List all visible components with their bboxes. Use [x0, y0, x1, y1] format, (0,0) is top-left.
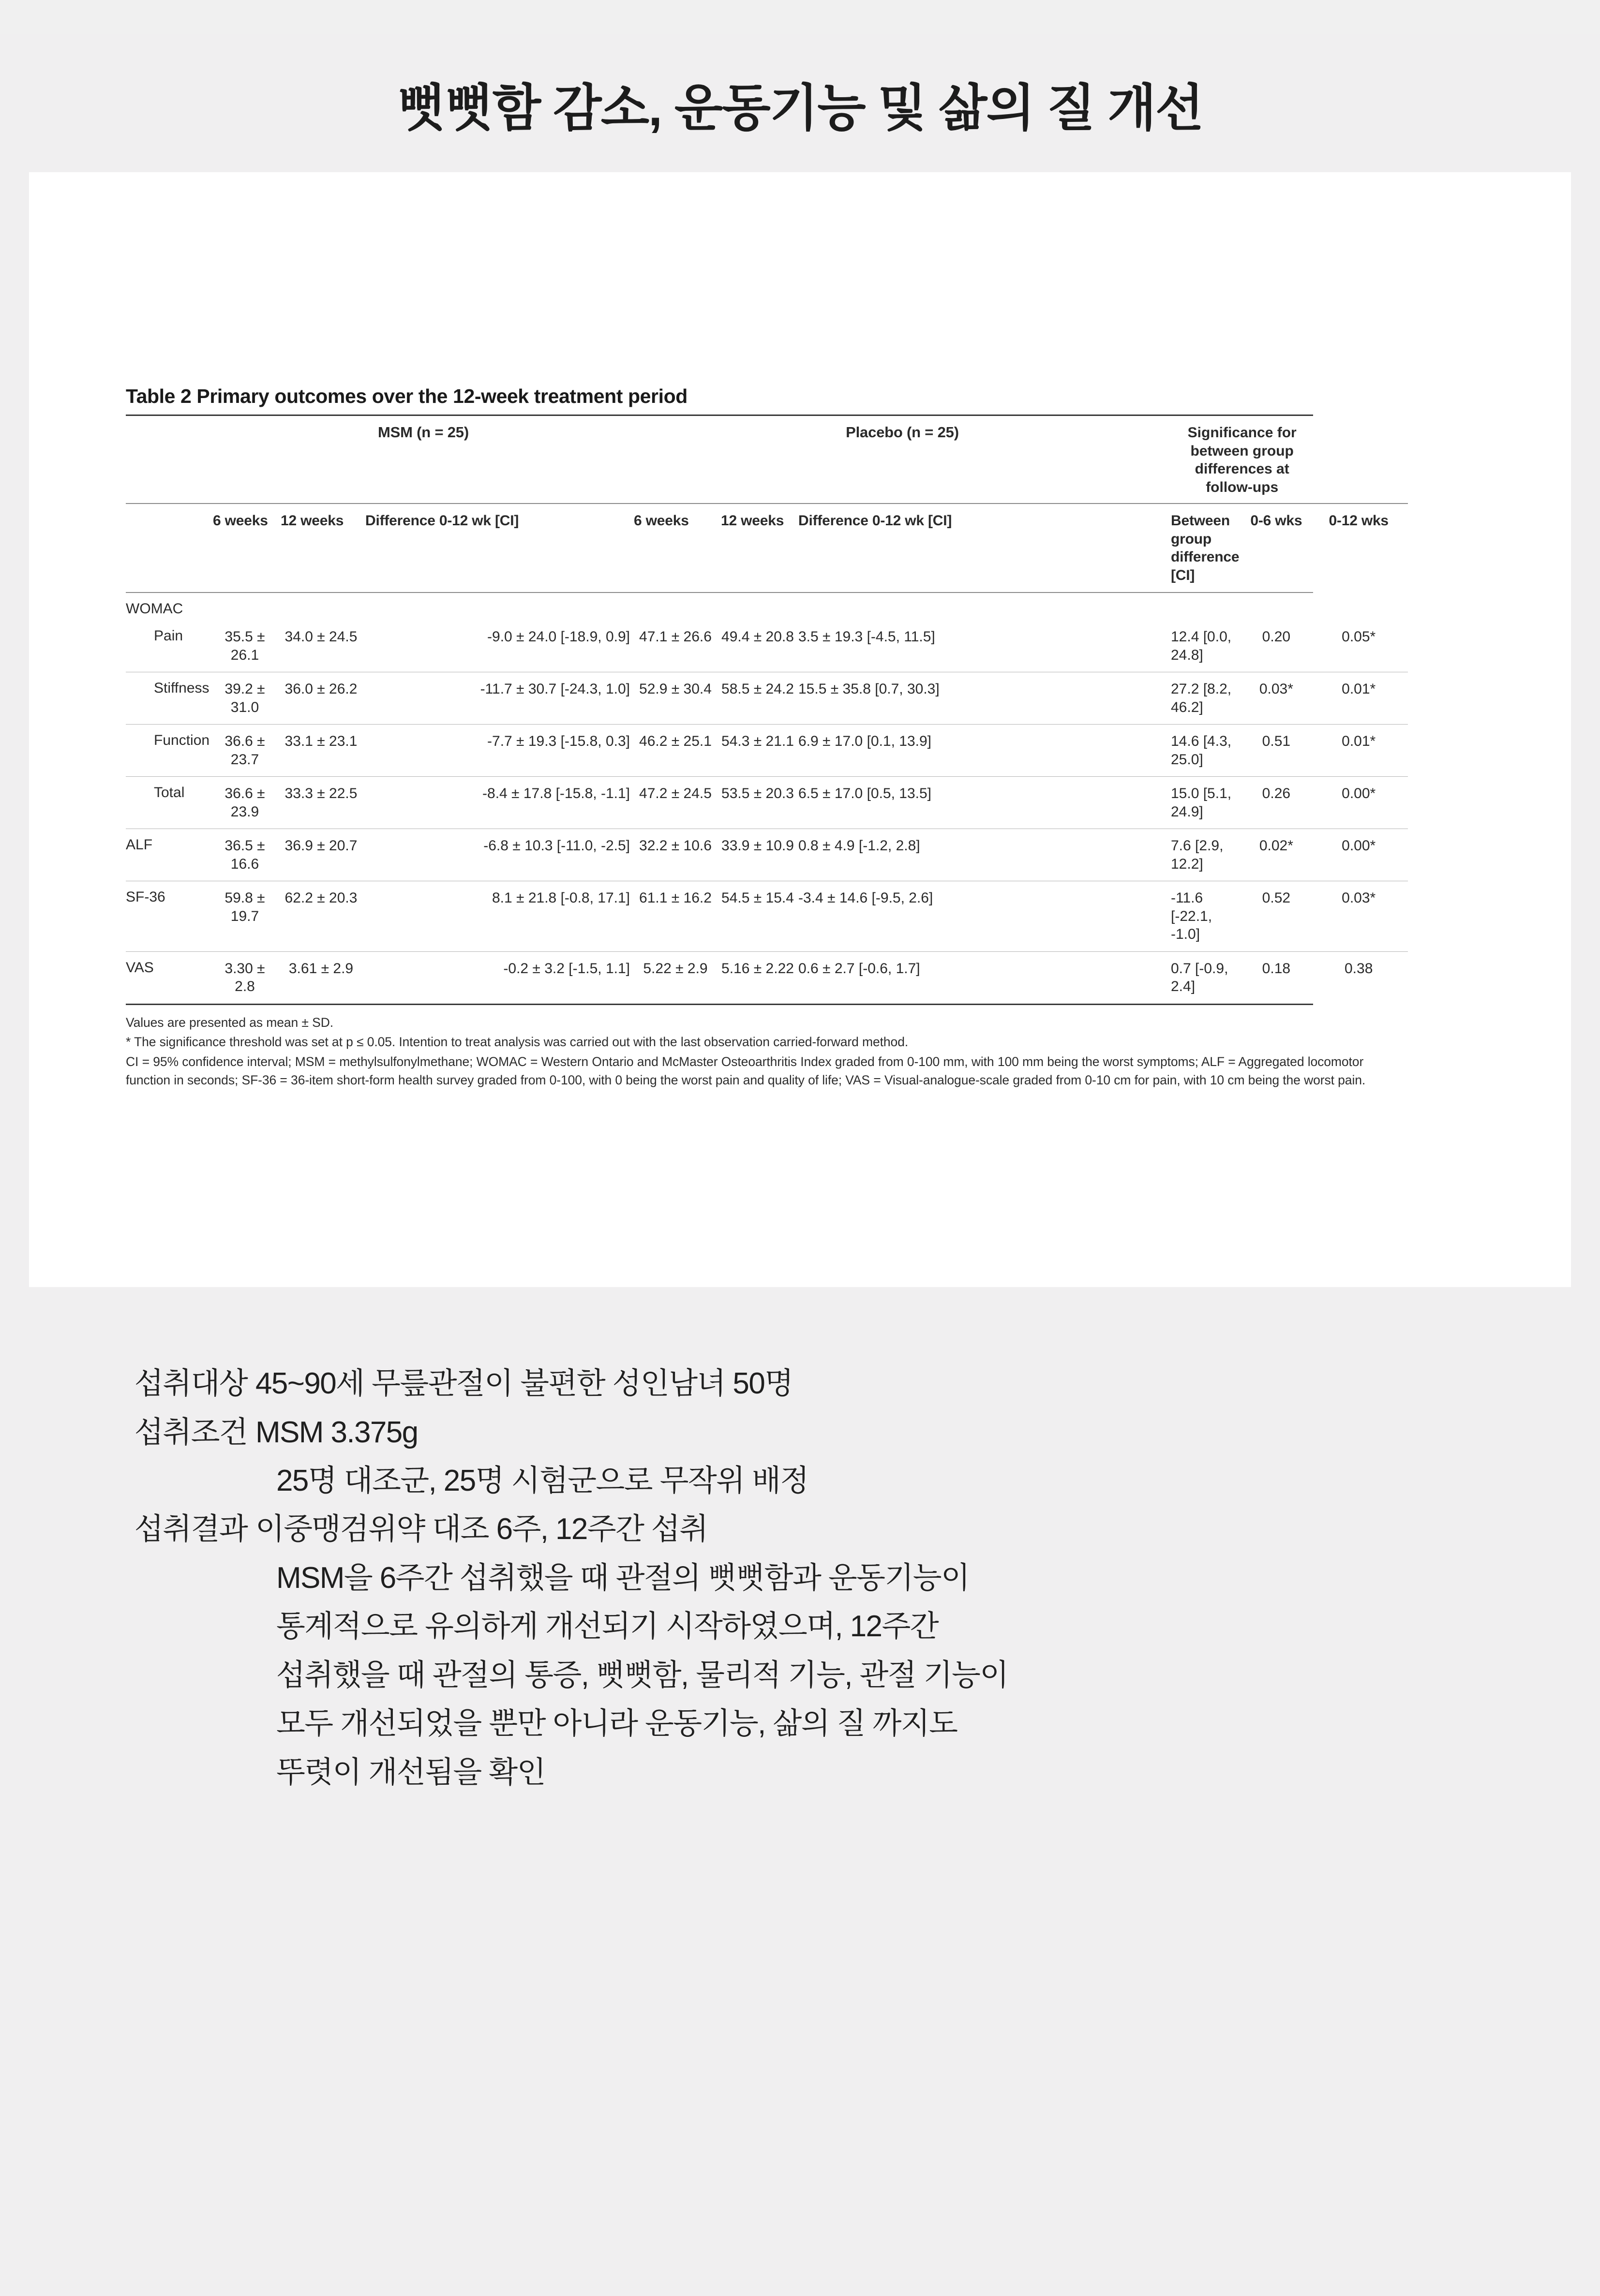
cell-msm-12weeks: 62.2 ± 20.3	[281, 881, 365, 952]
cell-msm-difference: -8.4 ± 17.8 [-15.8, -1.1]	[365, 777, 634, 829]
cell-placebo-6weeks: 32.2 ± 10.6	[634, 829, 721, 881]
cell-msm-6weeks: 3.30 ± 2.8	[213, 951, 281, 1004]
empty-label-header	[126, 504, 213, 593]
table-row	[126, 881, 1408, 952]
cell-placebo-difference: 0.6 ± 2.7 [-0.6, 1.7]	[798, 951, 1171, 1004]
cell-placebo-12weeks: 49.4 ± 20.8	[721, 629, 794, 645]
header-sig-0-12-wks: 0-12 wks	[1313, 504, 1408, 593]
cell-placebo-12weeks: 54.3 ± 21.1	[721, 725, 798, 777]
cell-placebo-6weeks: 47.2 ± 24.5	[634, 777, 721, 829]
cell-between-group: 27.2 [8.2, 46.2]	[1171, 672, 1243, 725]
table-column-header-row	[126, 504, 1408, 593]
cell-sig-0-12: 0.01*	[1313, 672, 1408, 725]
cell-placebo-12weeks: 5.16 ± 2.22	[721, 951, 798, 1004]
cell-between-group: -11.6 [-22.1, -1.0]	[1171, 881, 1243, 952]
cell-msm-6weeks: 36.5 ± 16.6	[213, 829, 281, 881]
cell-placebo-6weeks: 5.22 ± 2.9	[634, 951, 721, 1004]
cell-sig-0-6: 0.26	[1243, 777, 1313, 829]
row-label: VAS	[126, 951, 213, 1004]
cell-placebo-6weeks: 46.2 ± 25.1	[634, 725, 721, 777]
summary-label-conditions: 섭취조건	[135, 1415, 248, 1449]
cell-placebo-difference: 6.5 ± 17.0 [0.5, 13.5]	[798, 777, 1171, 829]
cell-msm-12weeks: 3.61 ± 2.9	[281, 951, 365, 1004]
row-label: Function	[126, 725, 213, 777]
summary-value-subjects: 45~90세 무릎관절이 불편한 성인남녀 50명	[255, 1367, 793, 1401]
header-sig-0-6-wks: 0-6 wks	[1243, 504, 1313, 593]
footnote-values: Values are presented as mean ± SD.	[126, 1015, 333, 1030]
cell-msm-6weeks: 35.5 ± 26.1	[224, 629, 265, 663]
row-label: Stiffness	[126, 672, 213, 725]
summary-label-results: 섭취결과	[135, 1512, 248, 1546]
cell-placebo-6weeks: 47.1 ± 26.6	[639, 629, 712, 645]
study-figure-card	[29, 172, 1571, 1287]
table-footnotes	[126, 1014, 1408, 1090]
table-bottom-rule-row	[126, 1004, 1408, 1007]
page-title: 뻣뻣함 감소, 운동기능 및 삶의 질 개선	[397, 80, 1203, 136]
table-row	[126, 829, 1408, 881]
cell-placebo-difference: 3.5 ± 19.3 [-4.5, 11.5]	[798, 629, 935, 645]
cell-msm-6weeks: 36.6 ± 23.9	[213, 777, 281, 829]
cell-msm-6weeks: 59.8 ± 19.7	[213, 881, 281, 952]
cell-placebo-6weeks: 52.9 ± 30.4	[634, 672, 721, 725]
cell-msm-12weeks: 33.1 ± 23.1	[281, 725, 365, 777]
cell-sig-0-12: 0.05*	[1342, 629, 1376, 645]
group-header-placebo: Placebo (n = 25)	[634, 415, 1171, 504]
header-msm-6weeks: 6 weeks	[213, 504, 281, 593]
cell-placebo-difference: -3.4 ± 14.6 [-9.5, 2.6]	[798, 881, 1171, 952]
table-row	[126, 777, 1408, 829]
header-placebo-difference: Difference 0-12 wk [CI]	[798, 504, 1171, 593]
cell-msm-12weeks: 34.0 ± 24.5	[284, 629, 358, 645]
summary-result-line: 섭취했을 때 관절의 통증, 뻣뻣함, 물리적 기능, 관절 기능이	[276, 1658, 1008, 1692]
row-label: ALF	[126, 829, 213, 881]
cell-msm-12weeks: 36.0 ± 26.2	[281, 672, 365, 725]
table-row	[126, 620, 1408, 672]
cell-sig-0-6: 0.18	[1243, 951, 1313, 1004]
cell-placebo-12weeks: 53.5 ± 20.3	[721, 777, 798, 829]
header-msm-12weeks: 12 weeks	[281, 504, 365, 593]
header-msm-difference: Difference 0-12 wk [CI]	[365, 504, 634, 593]
study-summary	[0, 1360, 1600, 1797]
cell-between-group: 7.6 [2.9, 12.2]	[1171, 829, 1243, 881]
table-row	[126, 725, 1408, 777]
primary-outcomes-table	[126, 415, 1408, 1007]
empty-corner-cell	[126, 415, 213, 504]
bottom-rule	[126, 1004, 1313, 1007]
cell-between-group: 12.4 [0.0, 24.8]	[1171, 629, 1232, 663]
table-row	[126, 672, 1408, 725]
row-label: SF-36	[126, 881, 213, 952]
summary-value-conditions: MSM 3.375g	[255, 1415, 418, 1449]
cell-between-group: 14.6 [4.3, 25.0]	[1171, 725, 1243, 777]
cell-msm-6weeks: 39.2 ± 31.0	[213, 672, 281, 725]
cell-placebo-difference: 0.8 ± 4.9 [-1.2, 2.8]	[798, 829, 1171, 881]
header-placebo-12weeks: 12 weeks	[721, 504, 798, 593]
cell-sig-0-6: 0.03*	[1243, 672, 1313, 725]
results-table-container	[126, 385, 1508, 1091]
summary-value-conditions-2: 25명 대조군, 25명 시험군으로 무작위 배정	[276, 1464, 808, 1498]
row-label: Pain	[154, 628, 183, 644]
summary-result-line: MSM을 6주간 섭취했을 때 관절의 뻣뻣함과 운동기능이	[276, 1561, 970, 1595]
cell-msm-difference: -0.2 ± 3.2 [-1.5, 1.1]	[365, 951, 634, 1004]
cell-sig-0-12: 0.00*	[1313, 777, 1408, 829]
row-label: Total	[126, 777, 213, 829]
cell-between-group: 15.0 [5.1, 24.9]	[1171, 777, 1243, 829]
cell-msm-12weeks: 33.3 ± 22.5	[281, 777, 365, 829]
cell-placebo-6weeks: 61.1 ± 16.2	[634, 881, 721, 952]
summary-result-line: 모두 개선되었을 뿐만 아니라 운동기능, 삶의 질 까지도	[276, 1707, 957, 1741]
cell-msm-difference: -6.8 ± 10.3 [-11.0, -2.5]	[365, 829, 634, 881]
cell-msm-6weeks: 36.6 ± 23.7	[213, 725, 281, 777]
summary-row-conditions	[135, 1408, 1542, 1457]
table-caption: Table 2 Primary outcomes over the 12-week treatment period	[126, 385, 688, 408]
header-between-group-difference: Between group difference [CI]	[1171, 504, 1243, 593]
summary-label-subjects: 섭취대상	[135, 1367, 248, 1401]
section-label-womac: WOMAC	[126, 593, 1313, 620]
cell-sig-0-6: 0.02*	[1243, 829, 1313, 881]
cell-between-group: 0.7 [-0.9, 2.4]	[1171, 951, 1243, 1004]
cell-placebo-12weeks: 54.5 ± 15.4	[721, 881, 798, 952]
summary-result-line: 뚜렷이 개선됨을 확인	[276, 1755, 545, 1789]
summary-value-results: 이중맹검위약 대조 6주, 12주간 섭취	[255, 1512, 708, 1546]
cell-msm-12weeks: 36.9 ± 20.7	[281, 829, 365, 881]
cell-placebo-difference: 6.9 ± 17.0 [0.1, 13.9]	[798, 725, 1171, 777]
cell-msm-difference: 8.1 ± 21.8 [-0.8, 17.1]	[365, 881, 634, 952]
cell-sig-0-12: 0.00*	[1313, 829, 1408, 881]
cell-placebo-12weeks: 58.5 ± 24.2	[721, 672, 798, 725]
cell-sig-0-6: 0.20	[1262, 629, 1291, 645]
summary-row-subjects	[135, 1360, 1542, 1408]
footnote-abbreviations: CI = 95% confidence interval; MSM = methylsulfonylmethane; WOMAC = Western Ontario and McMaster Osteoarthritis Index graded from 0-100 mm, with 100 mm being the worst symptoms; ALF = Aggregated locomotor function in seconds; SF-36 = 36-item short-form health survey graded from 0-100, with 0 being the worst pain and quality of life; VAS = Visual-analogue-scale graded from 0-10 cm for pain, with 10 cm being the worst pain.	[126, 1054, 1366, 1087]
header-placebo-6weeks: 6 weeks	[634, 504, 721, 593]
group-header-msm: MSM (n = 25)	[213, 415, 634, 504]
table-section-row-womac	[126, 593, 1408, 620]
cell-msm-difference: -11.7 ± 30.7 [-24.3, 1.0]	[365, 672, 634, 725]
cell-placebo-difference: 15.5 ± 35.8 [0.7, 30.3]	[798, 672, 1171, 725]
cell-sig-0-12: 0.38	[1313, 951, 1408, 1004]
page-root	[0, 34, 1600, 2296]
summary-result-line: 통계적으로 유의하게 개선되기 시작하였으며, 12주간	[276, 1610, 939, 1644]
cell-sig-0-6: 0.51	[1243, 725, 1313, 777]
footnote-significance: * The significance threshold was set at p ≤ 0.05. Intention to treat analysis was carried out with the last observation carried-forward method.	[126, 1035, 909, 1050]
cell-placebo-12weeks: 33.9 ± 10.9	[721, 829, 798, 881]
cell-msm-difference: -9.0 ± 24.0 [-18.9, 0.9]	[487, 629, 630, 645]
cell-sig-0-6: 0.52	[1243, 881, 1313, 952]
table-group-header-row	[126, 415, 1408, 504]
table-row	[126, 951, 1408, 1004]
cell-sig-0-12: 0.01*	[1313, 725, 1408, 777]
cell-msm-difference: -7.7 ± 19.3 [-15.8, 0.3]	[365, 725, 634, 777]
cell-sig-0-12: 0.03*	[1313, 881, 1408, 952]
summary-row-results	[135, 1505, 1542, 1554]
group-header-significance: Significance for between group differences at follow-ups	[1171, 415, 1313, 504]
